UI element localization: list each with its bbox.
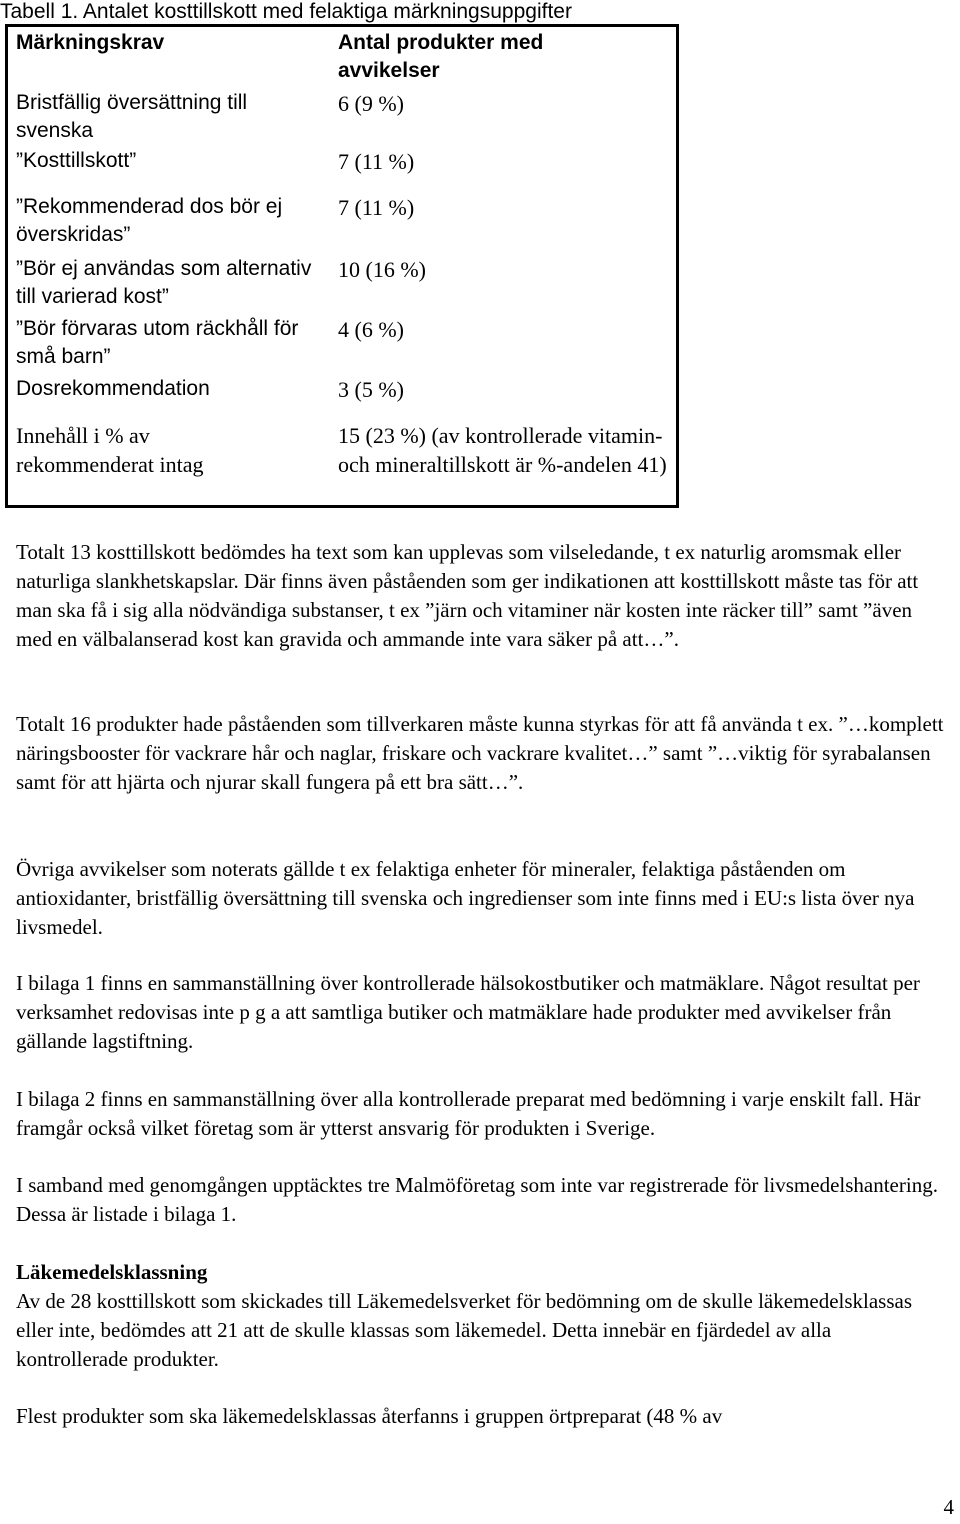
table-row-label: Innehåll i % av rekommenderat intag (16, 423, 204, 477)
table-row-label: ”Bör ej användas som alternativ till varierad kost” (16, 257, 312, 308)
paragraph: Totalt 13 kosttillskott bedömdes ha text som kan upplevas som vilseledande, t ex naturlig aromsmak eller naturliga slankhetskapslar. Där finns även påståenden som ger indikationen att kosttillskott måste tas för att man ska få i sig alla nödvändiga substanser, t ex ”järn och vitaminer när kosten inte räcker till” samt ”även med en välbalanserad kost kan gravida och ammande inte vara säker på att…”. (16, 540, 919, 651)
table-row-value: 7 (11 %) (338, 195, 415, 220)
section-heading: Läkemedelsklassning (16, 1260, 208, 1284)
table-row-value: 4 (6 %) (338, 317, 404, 342)
paragraph: Övriga avvikelser som noterats gällde t ex felaktiga enheter för mineraler, felaktiga påståenden om antioxidanter, bristfällig översättning till svenska och ingredienser som inte finns med i EU:s lista över nya livsmedel. (16, 857, 915, 939)
paragraph: Totalt 16 produkter hade påståenden som tillverkaren måste kunna styrkas för att få använda t ex. ”…komplett näringsbooster för vackrare hår och naglar, friskare och vackrare kvalitet…” samt ”…viktig för syrabalansen samt för att hjärta och njurar skall fungera på ett bra sätt…”. (16, 712, 944, 794)
table-caption: Tabell 1. Antalet kosttillskott med felaktiga märkningsuppgifter (0, 0, 572, 23)
table-header-count: Antal produkter med avvikelser (338, 31, 544, 82)
table-row-label: ”Kosttillskott” (16, 149, 137, 172)
paragraph: I bilaga 1 finns en sammanställning över kontrollerade hälsokostbutiker och matmäklare. Något resultat per verksamhet redovisas inte p g a att samtliga butiker och matmäklare hade produkter med avvikelser från gällande lagstiftning. (16, 971, 920, 1053)
paragraph: Av de 28 kosttillskott som skickades till Läkemedelsverket för bedömning om de skulle läkemedelsklassas eller inte, bedömdes att 21 att de skulle klassas som läkemedel. Detta innebär en fjärdedel av alla kontrollerade produkter. (16, 1289, 913, 1371)
table-row-value: 6 (9 %) (338, 91, 404, 116)
table-row-value: 15 (23 %) (av kontrollerade vitamin- och mineraltillskott är %-andelen 41) (338, 423, 667, 477)
page-number: 4 (943, 1495, 954, 1519)
table-row-label: ”Rekommenderad dos bör ej överskridas” (16, 195, 283, 246)
table-row-value: 7 (11 %) (338, 149, 415, 174)
table-row-value: 3 (5 %) (338, 377, 404, 402)
paragraph: I samband med genomgången upptäcktes tre Malmöföretag som inte var registrerade för livsmedelshantering. Dessa är listade i bilaga 1. (16, 1173, 938, 1226)
table-header-requirement: Märkningskrav (16, 31, 165, 54)
labeling-table (5, 24, 679, 508)
table-row-label: Bristfällig översättning till svenska (16, 91, 248, 142)
paragraph: Flest produkter som ska läkemedelsklassas återfanns i gruppen örtpreparat (48 % av (16, 1404, 723, 1428)
table-row-label: ”Bör förvaras utom räckhåll för små barn” (16, 317, 299, 368)
table-row-value: 10 (16 %) (338, 257, 426, 282)
paragraph: I bilaga 2 finns en sammanställning över alla kontrollerade preparat med bedömning i varje enskilt fall. Här framgår också vilket företag som är ytterst ansvarig för produkten i Sverige. (16, 1087, 921, 1140)
table-row-label: Dosrekommendation (16, 377, 210, 400)
